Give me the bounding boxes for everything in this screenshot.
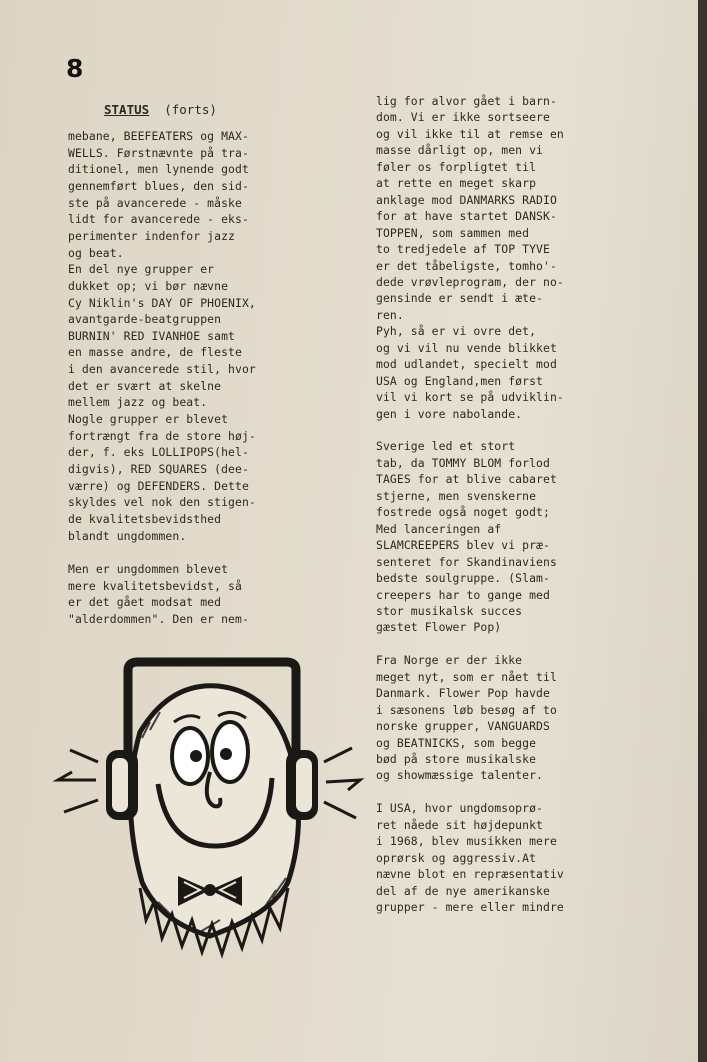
- right-column-text-line: at rette en meget skarp: [376, 176, 537, 191]
- left-column-text-line: er det gået modsat med: [68, 595, 222, 610]
- right-column-text-line: Pyh, så er vi ovre det,: [376, 324, 537, 339]
- right-column-text-line: i sæsonens løb besøg af to: [376, 702, 557, 717]
- right-column-text-line: føler os forpligtet til: [376, 159, 537, 174]
- right-column-text-line: i 1968, blev musikken mere: [376, 834, 557, 849]
- left-column-text-line: der, f. eks LOLLIPOPS(hel-: [68, 445, 249, 460]
- left-column-text-line: Men er ungdommen blevet: [68, 561, 229, 576]
- left-column-text-line: mellem jazz og beat.: [68, 395, 208, 410]
- left-column-text-line: det er svært at skelne: [68, 378, 222, 393]
- right-column-text-line: grupper - mere eller mindre: [376, 900, 564, 915]
- right-column-text-line: masse dårligt op, men vi: [376, 143, 543, 158]
- right-column-text-line: TOPPEN, som sammen med: [376, 225, 530, 240]
- right-column-text-line: norske grupper, VANGUARDS: [376, 719, 550, 734]
- right-column-text-line: USA og England,men først: [376, 373, 543, 388]
- right-column-text-line: gæstet Flower Pop): [376, 620, 502, 635]
- right-column-text-line: Sverige led et stort: [376, 439, 516, 454]
- cartoon-illustration: [50, 652, 370, 972]
- right-column-text-line: TAGES for at blive cabaret: [376, 472, 557, 487]
- left-column-text-line: blandt ungdommen.: [68, 528, 187, 543]
- left-column-text-line: skyldes vel nok den stigen-: [68, 495, 256, 510]
- right-column-text-line: og BEATNICKS, som begge: [376, 735, 537, 750]
- right-column-text-line: dede vrøvleprogram, der no-: [376, 274, 564, 289]
- right-column-text-line: senteret for Skandinaviens: [376, 554, 557, 569]
- left-column-text-line: værre) og DEFENDERS. Dette: [68, 478, 249, 493]
- left-column-text-line: perimenter indenfor jazz: [68, 228, 235, 243]
- right-column-text-line: lig for alvor gået i barn-: [376, 94, 557, 108]
- right-column-text-line: del af de nye amerikanske: [376, 883, 550, 898]
- right-column-text-line: ren.: [376, 307, 404, 322]
- right-column-text-line: tab, da TOMMY BLOM forlod: [376, 455, 550, 470]
- left-column-text-line: fortrængt fra de store høj-: [68, 428, 256, 443]
- heading-suffix: (forts): [164, 102, 217, 117]
- right-column-text-line: stjerne, men svenskerne: [376, 488, 537, 503]
- right-column-text-line: Fra Norge er der ikke: [376, 653, 523, 668]
- right-column-text-line: stor musikalsk succes: [376, 603, 523, 618]
- right-column-text-line: bød på store musikalske: [376, 752, 537, 766]
- left-column-text-line: ditionel, men lynende godt: [68, 162, 249, 177]
- left-column-text-line: i den avancerede stil, hvor: [68, 362, 256, 377]
- page-edge-shadow: [698, 0, 707, 1062]
- heading-title: STATUS: [104, 102, 150, 117]
- right-column-text-line: og vil ikke til at remse en: [376, 126, 564, 141]
- right-column-text-line: for at have startet DANSK-: [376, 209, 557, 224]
- left-column-text-line: dukket op; vi bør nævne: [68, 278, 229, 293]
- right-column-text-line: er det tåbeligste, tomho'-: [376, 258, 557, 273]
- section-heading: [104, 102, 217, 117]
- left-column-text-line: ste på avancerede - måske: [68, 195, 242, 210]
- right-column-text-line: gen i vore nabolande.: [376, 406, 523, 421]
- left-column-text-line: avantgarde-beatgruppen: [68, 312, 222, 327]
- left-column-text-line: Cy Niklin's DAY OF PHOENIX,: [68, 295, 256, 310]
- right-column-text-line: gensinde er sendt i æte-: [376, 291, 543, 306]
- right-column-text-line: Danmark. Flower Pop havde: [376, 686, 550, 701]
- right-column-text-line: vil vi kort se på udviklin-: [376, 390, 564, 405]
- right-column-text-line: og vi vil nu vende blikket: [376, 340, 557, 355]
- right-column-text-line: dom. Vi er ikke sortseere: [376, 110, 550, 125]
- left-column-text-line: og beat.: [68, 245, 124, 260]
- left-column-text-line: WELLS. Førstnævnte på tra-: [68, 145, 249, 160]
- left-column-text-line: en masse andre, de fleste: [68, 345, 242, 360]
- right-column-text-line: mod udlandet, specielt mod: [376, 357, 557, 372]
- right-column-text-line: SLAMCREEPERS blev vi præ-: [376, 538, 550, 553]
- right-column-text-line: anklage mod DANMARKS RADIO: [376, 192, 557, 207]
- left-column-text-line: digvis), RED SQUARES (dee-: [68, 462, 249, 476]
- right-column-text-line: ret nåede sit højdepunkt: [376, 817, 543, 832]
- right-column-text-line: creepers har to gange med: [376, 587, 550, 602]
- left-column-text-line: BURNIN' RED IVANHOE samt: [68, 328, 235, 343]
- right-column-text-line: meget nyt, som er nået til: [376, 669, 557, 684]
- left-column-text-line: "alderdommen". Den er nem-: [68, 611, 249, 626]
- left-column-text-line: de kvalitetsbevidsthed: [68, 511, 222, 526]
- right-column-text-line: I USA, hvor ungdomsoprø-: [376, 801, 543, 816]
- left-column-text-line: Nogle grupper er blevet: [68, 412, 229, 427]
- right-column-text-line: nævne blot en repræsentativ: [376, 867, 564, 882]
- left-column-text-line: lidt for avancerede - eks-: [68, 212, 249, 227]
- right-column-text-line: bedste soulgruppe. (Slam-: [376, 571, 550, 586]
- right-column-text-line: to tredjedele af TOP TYVE: [376, 242, 550, 257]
- right-column-text-line: fostrede også noget godt;: [376, 505, 550, 520]
- left-column-text-line: mebane, BEEFEATERS og MAX-: [68, 129, 249, 143]
- cartoon-face-with-headphones-icon: [50, 652, 370, 972]
- right-column-text-line: Med lanceringen af: [376, 521, 502, 536]
- left-column-text-line: mere kvalitetsbevidst, så: [68, 578, 242, 593]
- right-column-text-line: oprørsk og aggressiv.At: [376, 850, 537, 865]
- page-number: 8: [66, 54, 84, 83]
- left-column-text-line: En del nye grupper er: [68, 262, 215, 277]
- left-column-text-line: gennemført blues, den sid-: [68, 178, 249, 193]
- right-column-text-line: og showmæssige talenter.: [376, 768, 543, 783]
